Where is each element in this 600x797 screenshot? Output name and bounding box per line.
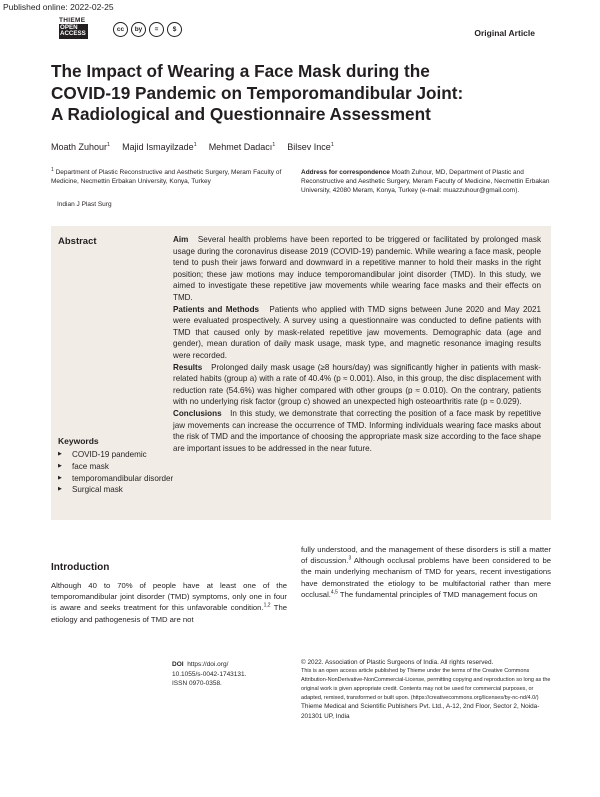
cc-by-icon: by xyxy=(131,22,146,37)
keyword-item[interactable]: ▶ temporomandibular disorder xyxy=(58,473,173,485)
abstract-heading: Abstract xyxy=(58,236,97,247)
correspondence-label: Address for correspondence xyxy=(301,169,390,176)
logo-open-access-box xyxy=(59,24,88,39)
cc-nd-icon: = xyxy=(149,22,164,37)
cc-nc-icon: $ xyxy=(167,22,182,37)
title-line: COVID-19 Pandemic on Temporomandibular Joint: xyxy=(51,82,464,103)
author[interactable]: Moath Zuhour$^1$ xyxy=(51,142,111,152)
correspondence-text[interactable]: Moath Zuhour, MD, Department of Plastic and Reconstructive and Aesthetic Surgery, Meram Faculty of Medicine, Necmettin Erbakan University, 42080 Meram, Konya, Turkey (e-mail: muazzuhour@gmail.com). xyxy=(301,169,550,195)
title-line: The Impact of Wearing a Face Mask during the xyxy=(51,61,430,81)
author[interactable]: Majid Ismayilzade$^1$ xyxy=(122,142,197,152)
doi-id[interactable]: 10.1055/s-0042-1743131. xyxy=(172,670,247,678)
article-type-label: Original Article xyxy=(474,28,535,38)
doi-label: DOI xyxy=(172,661,184,668)
abstract-results: Results Prolonged daily mask usage (≥8 hours/day) was significantly higher in patients with mask-related habits (group a) with a rate of 40.4% (p ≈ 0.001). Also, in this group, the disc displacement with reduction rate (54.6%) was higher compared with other groups (p ≈ 0.010). On the contrary, patients with no underlying risk factor (group c) showed an unexpected high osteoarthritis rate (p ≈ 0.029). xyxy=(173,362,541,407)
logo-open-text: OPEN xyxy=(60,24,78,31)
copyright-line: © 2022. Association of Plastic Surgeons of India. All rights reserved. xyxy=(301,659,494,666)
cc-icon: cc xyxy=(113,22,128,37)
license-text: This is an open access article published by Thieme under the terms of the Creative Commons Attribution-NonDerivative-NonCommercial-License, permitting copying and reproduction so long as the original work is given appropriate credit. Contents may not be used for commercial purposes, or adapted, remixed, transformed or built upon. (https://creativecommons.org/licenses/by-nc-nd/4.0/) xyxy=(301,668,551,701)
introduction-heading: Introduction xyxy=(51,562,110,573)
author[interactable]: Mehmet Dadacı$^1$ xyxy=(208,142,276,152)
introduction-left-column: Although 40 to 70% of people have at least one of the temporomandibular joint disorder (TMD) symptoms, only one in four is aware and seeks treatment for this unfavorable condition.$^{1,2}$ The etiology and pathogenesis of TMD are not xyxy=(51,581,287,624)
keyword-item[interactable]: ▶ COVID-19 pandemic xyxy=(58,449,173,461)
logo-thieme-text: THIEME xyxy=(59,17,86,24)
abstract-aim: Aim Several health problems have been reported to be triggered or facilitated by prolonged mask usage during the coronavirus disease 2019 (COVID-19) pandemic. While wearing a face mask, people tend to push their jaws forward and downward in a repetitive manner to hold their masks in the right position; these jaw motions may induce temporomandibular joint disorder (TMD). In this study, we aimed to investigate these repetitive jaw movements while wearing face masks and their effects on TMD. xyxy=(173,235,541,302)
doi-url[interactable]: https://doi.org/ xyxy=(187,661,229,668)
doi-block xyxy=(172,660,292,689)
copyright-block xyxy=(301,658,551,721)
article-title xyxy=(51,61,551,126)
abstract-methods: Patients and Methods Patients who applied with TMD signs between June 2020 and May 2021 were evaluated prospectively. A survey using a questionnaire was conducted to define patients with TMD that caused only by mask-related repetitive jaw movements. Demographic data (age and gender), mean duration of daily mask usage, mask type, and magnetic resonance imaging results were recorded. xyxy=(173,304,542,360)
author[interactable]: Bilsev Ince$^1$ xyxy=(287,142,334,152)
publisher-info: Thieme Medical and Scientific Publishers Pvt. Ltd., A-12, 2nd Floor, Sector 2, Noida-201301 UP, India xyxy=(301,703,540,720)
citation-ref[interactable]: 3 xyxy=(348,555,352,562)
title-line: A Radiological and Questionnaire Assessment xyxy=(51,104,431,124)
citation-ref[interactable]: 1,2 xyxy=(263,602,271,609)
keywords-heading: Keywords xyxy=(58,436,99,446)
keyword-item[interactable]: ▶ Surgical mask xyxy=(58,484,173,496)
citation-ref[interactable]: 4,5 xyxy=(330,589,338,596)
keywords-list xyxy=(58,449,173,496)
logo-access-text: ACCESS xyxy=(60,30,86,38)
author-affiliation: $^1$ Department of Plastic Reconstructive and Aesthetic Surgery, Meram Faculty of Medicine, Necmettin Erbakan University, Konya, Turkey xyxy=(51,166,282,185)
thieme-open-access-logo xyxy=(59,17,88,43)
published-online-date: Published online: 2022-02-25 xyxy=(3,2,114,12)
journal-name: Indian J Plast Surg xyxy=(57,201,112,208)
creative-commons-icons xyxy=(113,22,182,38)
correspondence-address xyxy=(301,168,551,196)
introduction-right-column: fully understood, and the management of these disorders is still a matter of discussion.$^3$ Although occlusal problems have been considered to be the main underlying mechanism of TMD for years, recent investigations have demonstrated the etiology to be multifactorial rather than mere occlusal.$^{4,5}$ The fundamental principles of TMD management focus on xyxy=(301,545,551,599)
author-list xyxy=(51,142,334,152)
keyword-item[interactable]: ▶ face mask xyxy=(58,461,173,473)
abstract-conclusions: Conclusions In this study, we demonstrate that correcting the position of a face mask by repetitive jaw movements can increase the occurrence of TMD. Informing individuals wearing face masks about the risk of TMD and the importance of choosing the appropriate mask size according to the face shape are important issues to be addressed in the near future. xyxy=(173,408,542,453)
abstract-body xyxy=(173,234,541,454)
issn: ISSN 0970-0358. xyxy=(172,680,222,687)
